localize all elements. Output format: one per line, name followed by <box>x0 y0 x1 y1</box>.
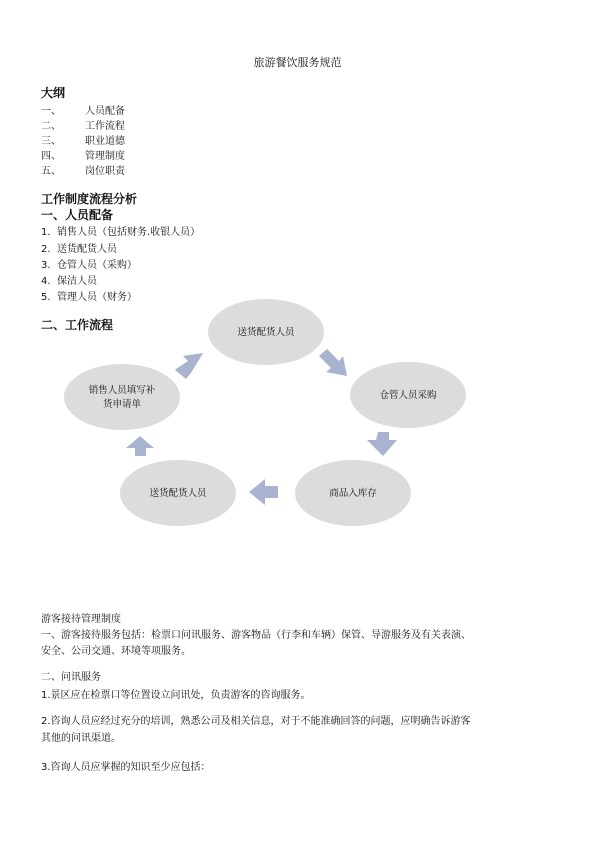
arrow-left-icon <box>249 479 278 505</box>
arrow-right-down-icon <box>319 349 347 376</box>
inquiry-paragraph-3: 3.咨询人员应掌握的知识至少应包括： <box>41 762 211 773</box>
svg-text:销售人员填写补: 销售人员填写补 <box>88 385 156 396</box>
reception-paragraph-1: 一、游客接待服务包括：检票口问讯服务、游客物品（行李和车辆）保管、导游服务及有关表演、 <box>41 630 471 641</box>
svg-text:货申请单: 货申请单 <box>102 399 142 410</box>
staff-heading: 一、人员配备 <box>41 208 114 222</box>
flow-node-left <box>64 364 180 430</box>
svg-text:送货配货人员: 送货配货人员 <box>149 488 207 499</box>
arrow-up-icon <box>126 436 154 456</box>
flow-heading: 二、工作流程 <box>41 318 114 332</box>
svg-text:商品入库存: 商品入库存 <box>329 488 377 499</box>
flow-node-top <box>208 299 324 365</box>
staff-item: 2. 送货配货人员 <box>41 244 117 255</box>
analysis-heading: 工作制度流程分析 <box>41 192 138 206</box>
flow-node-bottom-right <box>295 460 411 526</box>
svg-text:送货配货人员: 送货配货人员 <box>237 327 295 338</box>
inquiry-heading: 二、问讯服务 <box>41 672 101 683</box>
outline-item: 五、 岗位职责 <box>41 166 125 177</box>
reception-heading: 游客接待管理制度 <box>41 614 121 625</box>
outline-item: 一、 人员配备 <box>41 106 125 117</box>
reception-paragraph-1-cont: 安全、公司交通、环境等项服务。 <box>41 646 191 657</box>
arrow-down-left-icon <box>367 432 397 456</box>
inquiry-paragraph-2: 2.咨询人员应经过充分的培训，熟悉公司及相关信息，对于不能准确回答的问题，应明确告诉游客 <box>41 716 471 727</box>
outline-heading: 大纲 <box>41 86 66 100</box>
inquiry-paragraph-2-cont: 其他的问讯渠道。 <box>41 733 121 744</box>
outline-item: 二、 工作流程 <box>41 121 125 132</box>
staff-item: 1. 销售人员（包括财务.收银人员） <box>41 227 201 238</box>
flow-node-right <box>350 362 466 428</box>
svg-text:仓管人员采购: 仓管人员采购 <box>379 390 437 401</box>
staff-item: 3. 仓管人员（采购） <box>41 260 137 271</box>
staff-item: 4. 保洁人员 <box>41 276 97 287</box>
inquiry-paragraph-1: 1.景区应在检票口等位置设立问讯处，负责游客的咨询服务。 <box>41 690 311 701</box>
flow-node-bottom-left <box>120 460 236 526</box>
arrow-up-right-icon <box>175 353 203 379</box>
staff-item: 5. 管理人员（财务） <box>41 292 137 303</box>
outline-item: 三、 职业道德 <box>41 136 125 147</box>
outline-item: 四、 管理制度 <box>41 151 125 162</box>
document-title: 旅游餐饮服务规范 <box>253 56 342 69</box>
workflow-diagram <box>0 296 595 536</box>
